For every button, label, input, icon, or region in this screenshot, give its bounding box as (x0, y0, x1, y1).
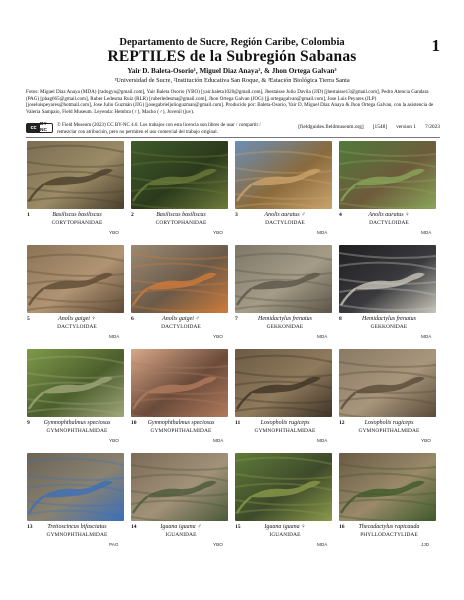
species-family: GYMNOPHTHALMIDAE (254, 428, 316, 434)
species-scientific-name: Basiliscus basiliscus (156, 212, 206, 218)
species-scientific-name: Tretioscincus bifasciatus (47, 524, 107, 530)
species-sex-symbol: ♂ (299, 212, 306, 218)
species-name (140, 524, 222, 531)
species-number: 8 (339, 316, 342, 322)
species-family: CORYTOPHANIDAE (51, 220, 103, 226)
photographer-code: YBO (109, 438, 119, 443)
species-family: GYMNOPHTHALMIDAE (358, 428, 420, 434)
photographer-code: JJD (421, 542, 430, 547)
species-sex-symbol: ♀ (299, 524, 306, 530)
species-scientific-name: Thecadactylus rapicauda (358, 524, 420, 530)
species-name (348, 524, 430, 531)
species-number: 15 (235, 524, 241, 530)
species-number: 10 (131, 420, 137, 426)
photographer-code: YBO (421, 438, 431, 443)
photographer-code: YBO (213, 542, 223, 547)
species-photo (131, 349, 228, 417)
species-photo (235, 453, 332, 521)
species-number: 5 (27, 316, 30, 322)
species-photo (27, 245, 124, 313)
species-name (244, 524, 326, 531)
species-family: CORYTOPHANIDAE (155, 220, 207, 226)
species-family: DACTYLOIDAE (161, 324, 201, 330)
species-sex-symbol: ♀ (403, 212, 410, 218)
cc-license-badge (26, 123, 53, 133)
region-heading: Departamento de Sucre, Región Caribe, Colombia (119, 37, 345, 48)
species-sex-symbol: ♂ (195, 524, 202, 530)
guide-id: [1548] (372, 124, 388, 130)
photographer-code: MDA (213, 438, 224, 443)
species-number: 9 (27, 420, 30, 426)
species-photo (339, 453, 436, 521)
species-number: 7 (235, 316, 238, 322)
species-name (36, 212, 118, 219)
species-family: IGUANIDAE (165, 532, 197, 538)
species-photo (235, 141, 332, 209)
cc-badge-right: BY NC (40, 121, 47, 133)
species-number: 3 (235, 212, 238, 218)
species-number: 1 (27, 212, 30, 218)
species-family: PHYLLODACTYLIDAE (360, 532, 418, 538)
photographer-code: MDA (317, 438, 328, 443)
species-family: GYMNOPHTHALMIDAE (150, 428, 212, 434)
affiliations: ¹Universidad de Sucre, ²Institución Educativa San Roque, & ³Estación Biológica Tierra Santa (114, 77, 350, 84)
guide-meta (267, 123, 440, 137)
photographer-code: YBO (213, 230, 223, 235)
species-name (36, 420, 118, 427)
photographer-code: YBO (109, 230, 119, 235)
species-name (140, 316, 222, 323)
species-name (244, 212, 326, 219)
species-number: 14 (131, 524, 137, 530)
species-number: 16 (339, 524, 345, 530)
species-photo (235, 245, 332, 313)
page-title: REPTILES de la Subregión Sabanas (107, 48, 357, 65)
header-divider (26, 137, 440, 138)
species-number: 2 (131, 212, 134, 218)
version: version 1 (396, 124, 417, 130)
species-name (140, 420, 222, 427)
species-name (348, 420, 430, 427)
species-photo (235, 349, 332, 417)
photographer-code: MDA (317, 542, 328, 547)
species-photo (339, 245, 436, 313)
species-family: DACTYLOIDAE (57, 324, 97, 330)
photo-credits: Fotos: Miguel Diaz Anaya (MDA) [radogyo@gmail.com], Yair Baleta Osorio (YBO) [yair.baleta1026@gmail.com], Jhestaisse Julio Davila (JJD) [jhestaisse13@gmail.com], Pedro Atencia Gandara (PAG) [pbag665@gmail.com], Ruber Ledesma Ruiz (RLR) [ruberledesma@gmail.com], Jhon Ortega Galvan (JOG) [jj.ortegagalvan@gmail.com], Jose Luis Peyares (JLP) [joseluispeyares@hotmail.com], Jose Julio Guzmán (JJG) [josegabrieljulioguzman@gmail.com]. Producido por: Baleta-Osorio, Yair D, Miguel Diaz Anaya & Jhon Ortega Galvan, con la asistencia de Valeria Sampaio, Field Museum. Leyenda: Hembra (♀), Macho (♂), Juvenil (juv). (26, 89, 434, 115)
date: 7/2023 (425, 124, 440, 130)
species-name (140, 212, 222, 219)
license-text: © Field Museum (2023) CC BY-NC 4.0. Los trabajos con esta licencia son libres de usar / compartir / remezclar con atribución, pero no permiten el uso comercial del trabajo original. (57, 123, 261, 135)
species-scientific-name: Iguana iguana (264, 524, 300, 530)
photographer-code: MDA (317, 230, 328, 235)
species-photo (131, 245, 228, 313)
species-family: GYMNOPHTHALMIDAE (46, 532, 108, 538)
photographer-code: MDA (421, 334, 432, 339)
species-name (244, 420, 326, 427)
page-number: 1 (431, 36, 440, 55)
species-family: DACTYLOIDAE (265, 220, 305, 226)
photographer-code: YBO (213, 334, 223, 339)
species-scientific-name: Gymnophthalmus speciosus (147, 420, 215, 426)
header (0, 0, 464, 85)
photographer-code: MDA (317, 334, 328, 339)
species-scientific-name: Loxopholis rugiceps (364, 420, 414, 426)
species-photo (27, 453, 124, 521)
species-photo (131, 453, 228, 521)
species-scientific-name: Gymnophthalmus speciosus (43, 420, 111, 426)
species-scientific-name: Loxopholis rugiceps (260, 420, 310, 426)
photographer-code: PAG (109, 542, 119, 547)
species-scientific-name: Anolis auratus (368, 212, 404, 218)
site-link[interactable]: [fieldguides.fieldmuseum.org] (298, 124, 364, 130)
species-number: 11 (235, 420, 241, 426)
species-name (36, 316, 118, 323)
photographer-code: MDA (109, 334, 120, 339)
species-photo (27, 349, 124, 417)
species-scientific-name: Hemidactylus frenatus (362, 316, 416, 322)
photographer-code: MDA (421, 230, 432, 235)
cc-badge-left: cc (27, 124, 40, 132)
species-name (348, 316, 430, 323)
species-scientific-name: Anolis auratus (264, 212, 300, 218)
species-scientific-name: Hemidactylus frenatus (258, 316, 312, 322)
species-scientific-name: Anolis gaigei (162, 316, 194, 322)
species-photo (339, 349, 436, 417)
species-scientific-name: Iguana iguana (160, 524, 196, 530)
species-photo (27, 141, 124, 209)
species-number: 12 (339, 420, 345, 426)
species-family: IGUANIDAE (269, 532, 301, 538)
species-name (244, 316, 326, 323)
species-family: GYMNOPHTHALMIDAE (46, 428, 108, 434)
species-family: DACTYLOIDAE (369, 220, 409, 226)
species-number: 13 (27, 524, 33, 530)
species-name (36, 524, 118, 531)
species-scientific-name: Anolis gaigei (58, 316, 90, 322)
license-row (26, 123, 440, 137)
species-sex-symbol: ♀ (89, 316, 96, 322)
species-family: GEKKONIDAE (370, 324, 408, 330)
species-photo (131, 141, 228, 209)
species-photo (339, 141, 436, 209)
species-family: GEKKONIDAE (266, 324, 304, 330)
species-number: 4 (339, 212, 342, 218)
species-number: 6 (131, 316, 134, 322)
species-scientific-name: Basiliscus basiliscus (52, 212, 102, 218)
authors: Yair D. Baleta-Osorio¹, Miguel Diaz Anaya², & Jhon Ortega Galvan³ (127, 67, 337, 75)
species-sex-symbol: ♂ (193, 316, 200, 322)
species-name (348, 212, 430, 219)
